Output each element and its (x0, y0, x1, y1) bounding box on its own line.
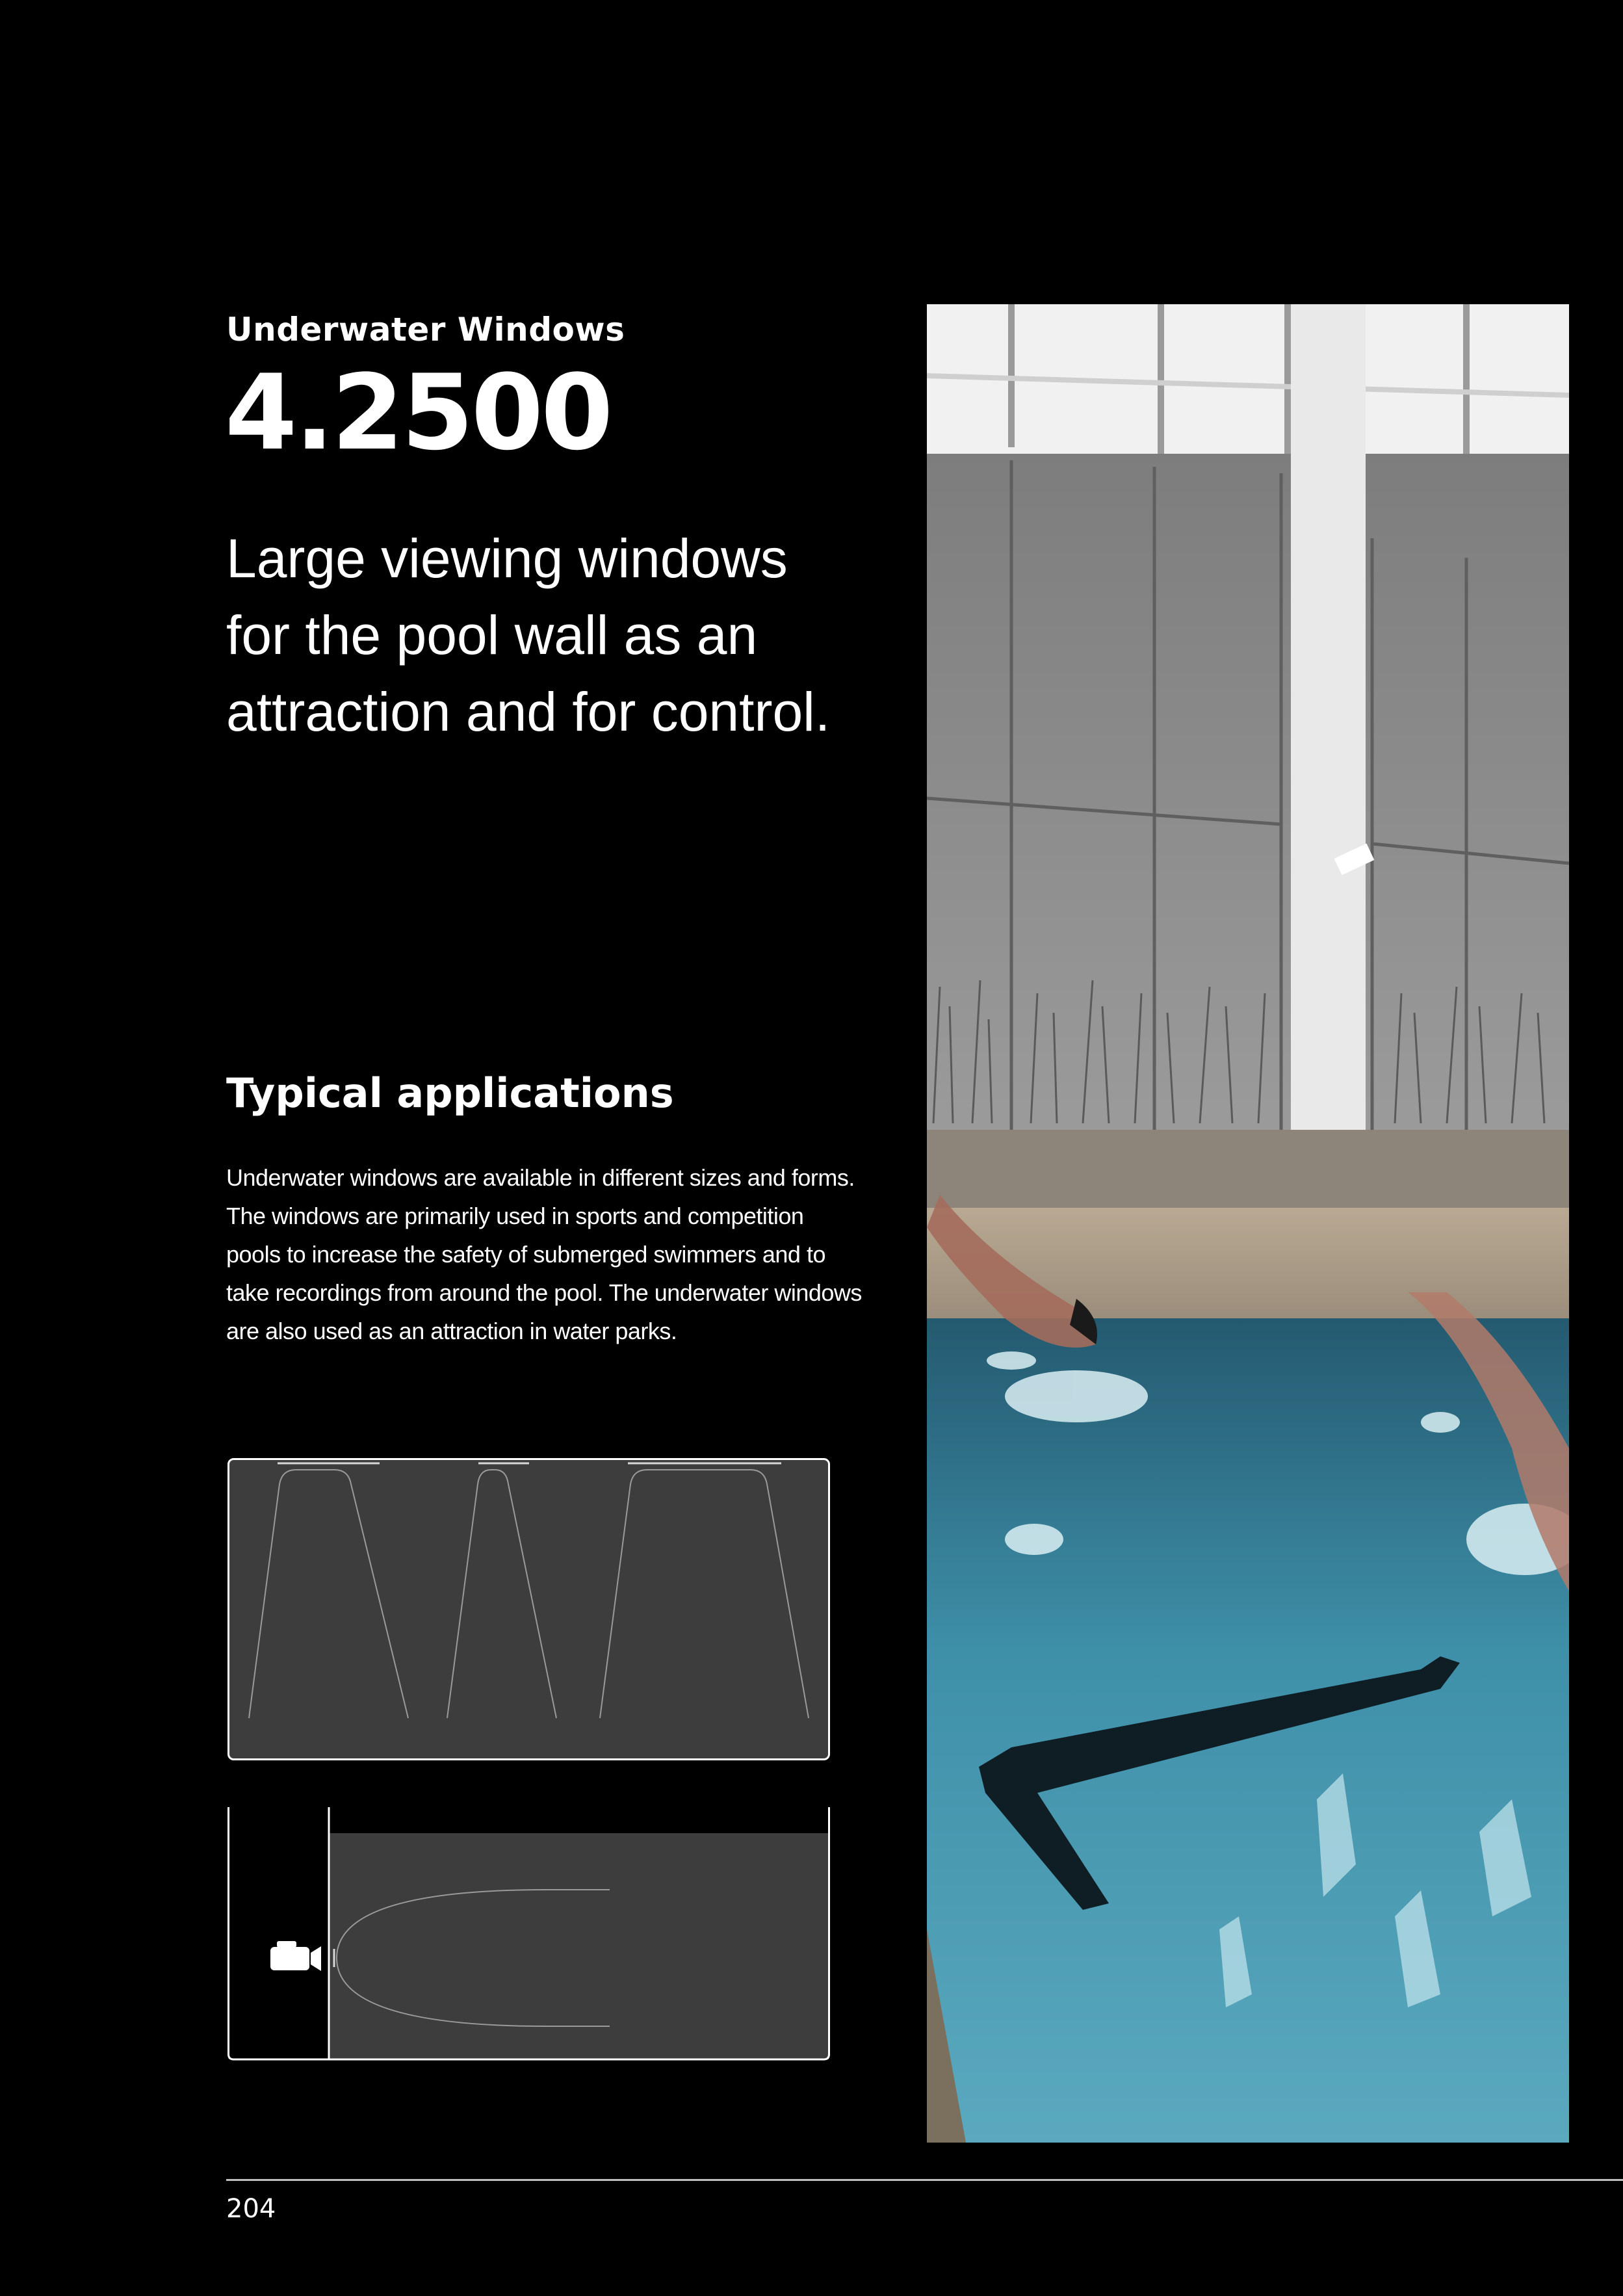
body-line: The windows are primarily used in sports and competition (226, 1203, 804, 1229)
applications-body (226, 1158, 876, 1350)
tagline-line: for the pool wall as an (226, 605, 758, 666)
section-label: Underwater Windows (226, 311, 625, 348)
tagline (226, 520, 876, 750)
product-number: 4.2500 (225, 352, 611, 473)
camera-view-cone-diagram (227, 1807, 830, 2061)
tagline-line: Large viewing windows (226, 528, 788, 589)
footer-divider (226, 2179, 1623, 2181)
pool-swimmers-photo (927, 304, 1569, 2143)
body-line: pools to increase the safety of submerged swimmers and to (226, 1241, 825, 1268)
page-number: 204 (226, 2194, 276, 2224)
body-line: Underwater windows are available in different sizes and forms. (226, 1164, 855, 1191)
window-profiles-diagram (227, 1458, 830, 1760)
applications-heading: Typical applications (226, 1069, 674, 1117)
video-camera-icon (270, 1941, 321, 1971)
body-line: are also used as an attraction in water parks. (226, 1318, 677, 1344)
tagline-line: attraction and for control. (226, 681, 831, 742)
body-line: take recordings from around the pool. The underwater windows (226, 1279, 862, 1306)
